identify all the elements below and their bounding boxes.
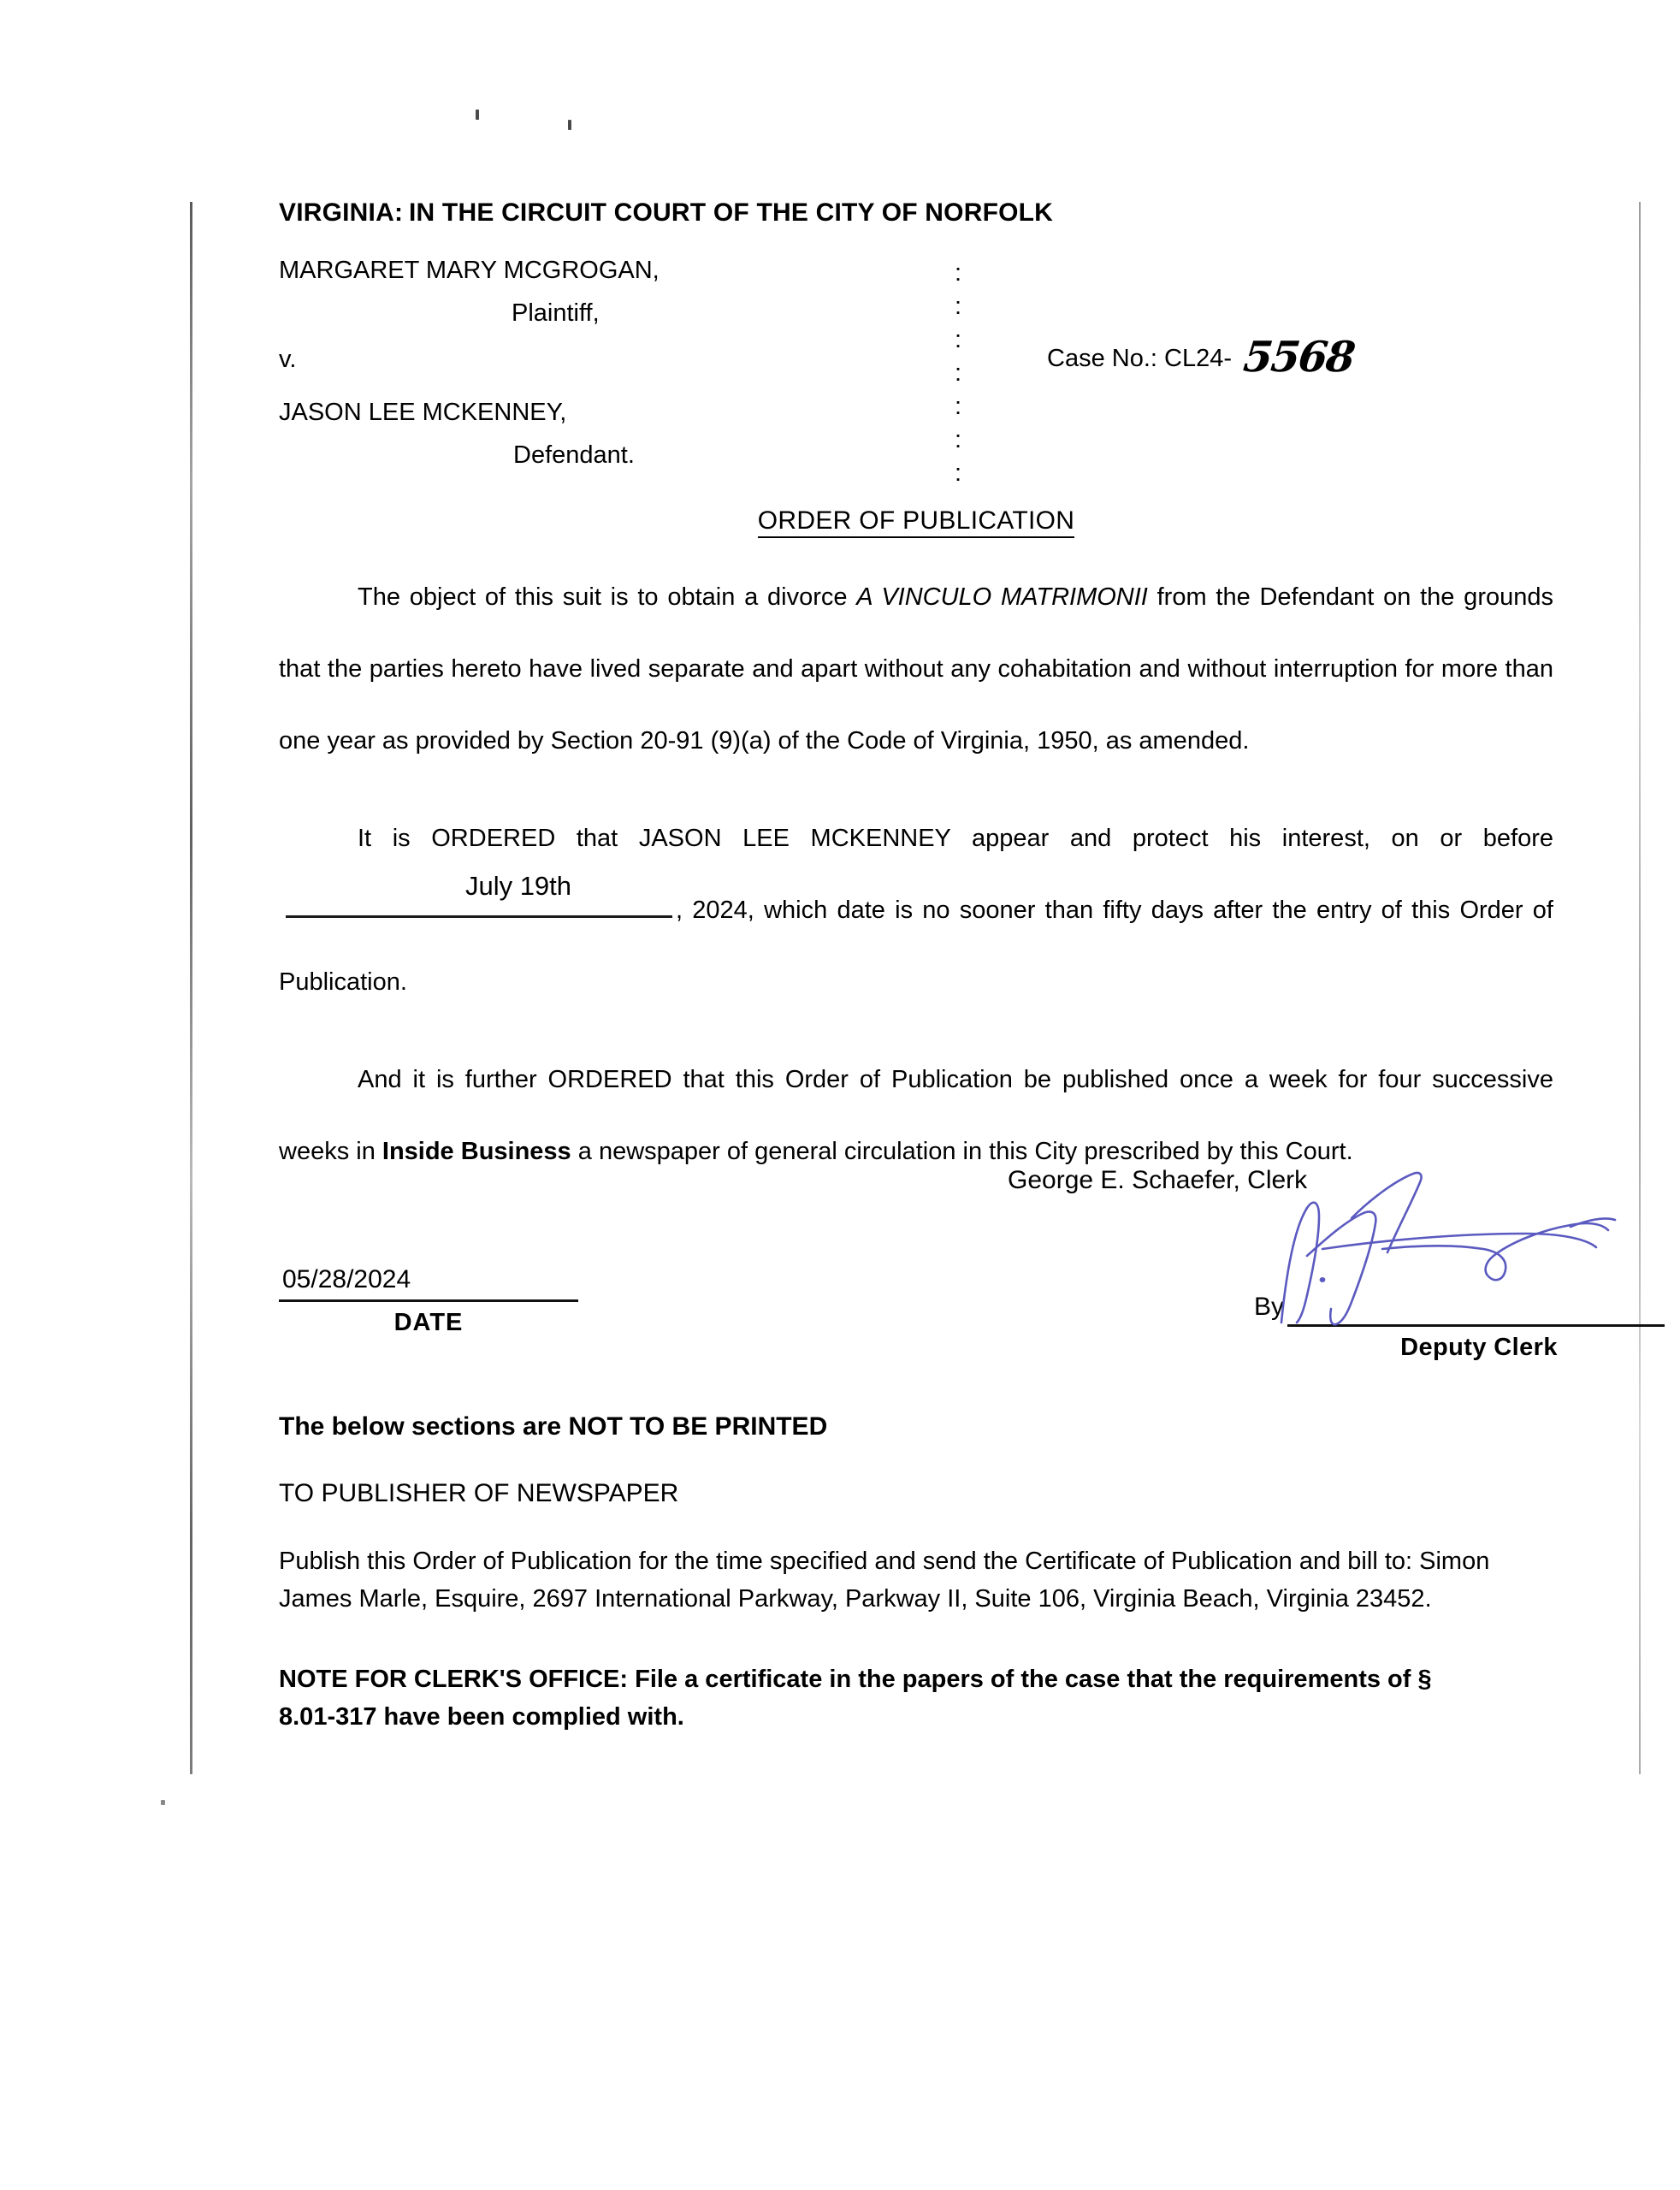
defendant-name: JASON LEE MCKENNEY, (279, 399, 567, 426)
versus-label: v. (279, 346, 297, 373)
date-label: DATE (393, 1309, 464, 1336)
signature-block (279, 1166, 1558, 1382)
caption-colon: : (955, 326, 962, 353)
newspaper-name: Inside Business (382, 1138, 571, 1165)
appearance-date-blank[interactable] (286, 871, 672, 918)
clerk-name: George E. Schaefer, Clerk (1008, 1166, 1308, 1194)
paragraph2-part2: , 2024, which date is no sooner than fifty days after the entry of this Order of Publication. (279, 897, 1553, 996)
paragraph1-part2: from the Defendant on the grounds that the parties hereto have lived separate and apart without any cohabitation and without interruption for more than one year as provided by Section 20-91 (9)(a) of the Code of Virginia, 1950, as amended. (279, 583, 1553, 755)
deputy-clerk-label: Deputy Clerk (1400, 1334, 1558, 1361)
clerk-office-note: NOTE FOR CLERK'S OFFICE: File a certificate in the papers of the case that the requirements of § 8.01-317 have been complied with. (279, 1666, 1432, 1731)
caption-colon: : (955, 393, 962, 420)
by-label: By (1254, 1293, 1285, 1321)
case-caption (279, 257, 1553, 487)
state-label: VIRGINIA: (279, 198, 404, 227)
court-header (279, 198, 1553, 228)
case-number-label: Case No.: CL24- (1047, 345, 1232, 372)
paragraph-object-of-suit (279, 561, 1553, 777)
caption-colon: : (955, 459, 962, 487)
paragraph-appear-order (279, 802, 1553, 1018)
plaintiff-label: Plaintiff, (512, 299, 600, 327)
caption-colon: : (955, 259, 962, 287)
publisher-instructions: Publish this Order of Publication for the time specified and send the Certificate of Publication and bill to: Simon James Marle, Esquire, 2697 International Parkway, Parkway II, Suite 106, Virginia Beach, Virginia 23452. (279, 1548, 1490, 1613)
court-name: IN THE CIRCUIT COURT OF THE CITY OF NORFOLK (409, 198, 1054, 227)
caption-colon: : (955, 359, 962, 387)
paragraph3-part1: And it is further ORDERED that this Order of Publication be published once a week for four successive weeks in (279, 1066, 1553, 1165)
by-group (1254, 1293, 1665, 1362)
right-margin-rule (1639, 202, 1641, 1774)
by-signature-row (1254, 1293, 1665, 1327)
latin-phrase: A VINCULO MATRIMONII (856, 583, 1148, 611)
page-title-text: ORDER OF PUBLICATION (758, 506, 1074, 538)
paragraph3-part2: a newspaper of general circulation in this City prescribed by this Court. (571, 1138, 1353, 1165)
paragraph1-part1: The object of this suit is to obtain a divorce (358, 583, 857, 611)
plaintiff-name: MARGARET MARY MCGROGAN, (279, 257, 660, 284)
appearance-date-value: July 19th (464, 871, 572, 901)
caption-colon: : (955, 293, 962, 320)
page-title (279, 506, 1553, 536)
date-underline (279, 1299, 578, 1302)
paragraph2-part1: It is ORDERED that JASON LEE MCKENNEY appear and protect his interest, on or before (358, 825, 1553, 852)
left-margin-rule (190, 202, 192, 1774)
document-content (279, 0, 1558, 1736)
not-printed-notice: The below sections are NOT TO BE PRINTED (279, 1412, 828, 1441)
date-value: 05/28/2024 (282, 1265, 411, 1293)
case-number-line (1047, 332, 1357, 382)
defendant-label: Defendant. (513, 441, 635, 469)
caption-colon: : (955, 426, 962, 453)
date-group (279, 1265, 578, 1337)
scan-artifact-speck (161, 1800, 165, 1805)
case-number-handwritten: 5568 (1240, 332, 1357, 382)
signature-underline (1287, 1295, 1665, 1327)
caption-colon-column (955, 257, 972, 490)
publisher-heading: TO PUBLISHER OF NEWSPAPER (279, 1479, 679, 1507)
